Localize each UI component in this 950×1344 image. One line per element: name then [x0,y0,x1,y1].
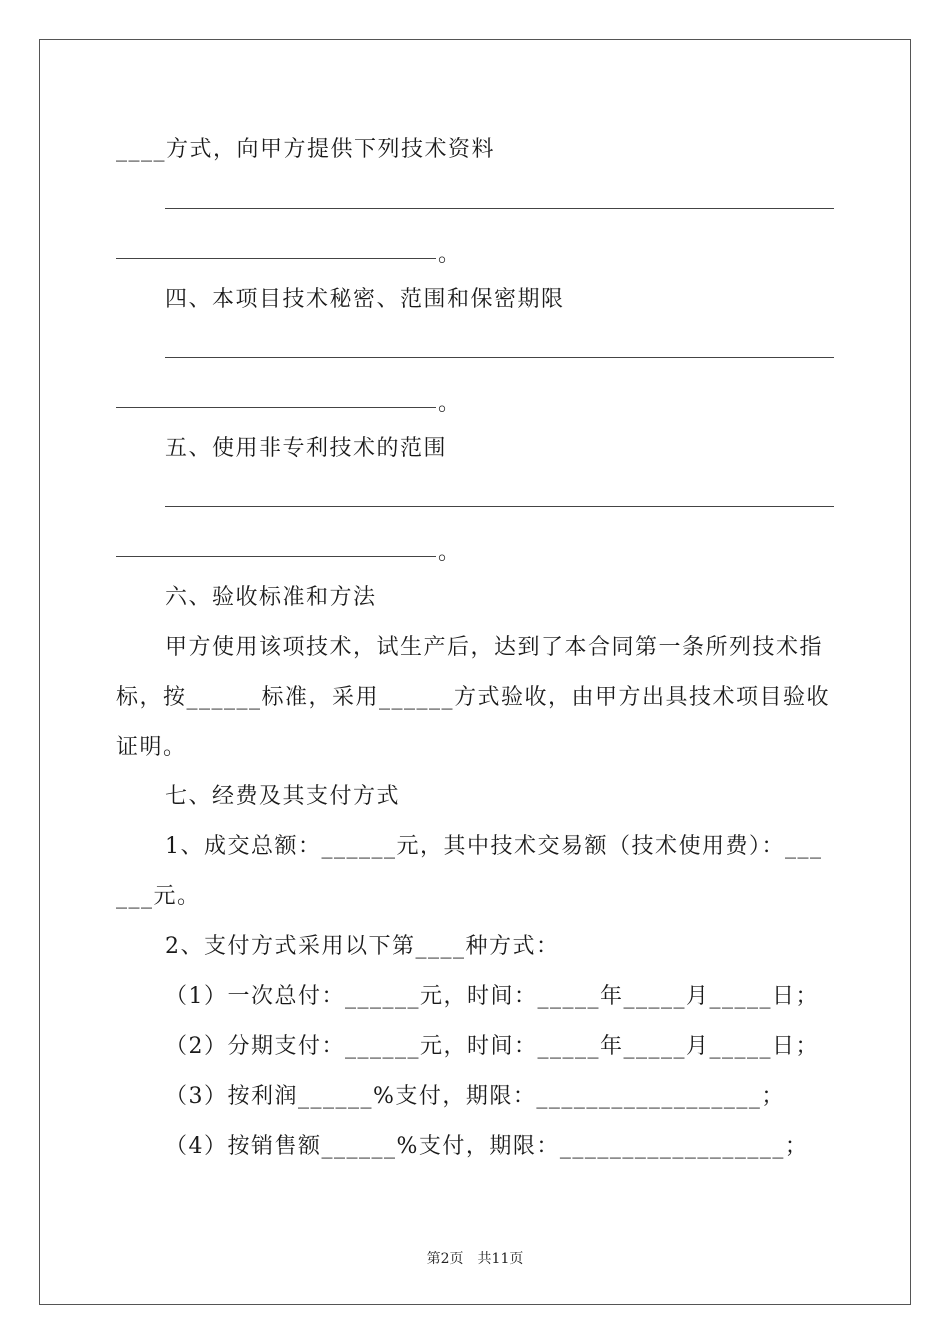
page-border [39,39,911,1305]
text-line: ____方式，向甲方提供下列技术资料 [116,137,496,162]
section-heading-5: 五、使用非专利技术的范围 [165,436,448,461]
payment-option: （1）一次总付：______元，时间：_____年_____月_____日； [165,984,819,1009]
blank-rule [116,556,436,557]
text-line: 甲方使用该项技术，试生产后，达到了本合同第一条所列技术指 [165,635,824,660]
period: 。 [438,242,462,267]
blank-rule [165,506,834,507]
payment-option: （2）分期支付：______元，时间：_____年_____月_____日； [165,1034,819,1059]
period: 。 [438,540,462,565]
section-heading-7: 七、经费及其支付方式 [165,784,401,809]
blank-rule [165,208,834,209]
section-heading-6: 六、验收标准和方法 [165,585,377,610]
text-line: 2、支付方式采用以下第____种方式： [165,934,560,959]
text-line: 标，按______标准，采用______方式验收，由甲方出具技术项目验收 [116,685,831,710]
text-line: 1、成交总额：______元，其中技术交易额（技术使用费）：___ [165,834,823,859]
blank-rule [116,258,436,259]
text-line: ___元。 [116,884,201,909]
blank-rule [116,407,436,408]
payment-option: （3）按利润______%支付，期限：__________________； [165,1084,785,1109]
period: 。 [438,391,462,416]
section-heading-4: 四、本项目技术秘密、范围和保密期限 [165,287,565,312]
payment-option: （4）按销售额______%支付，期限：__________________； [165,1134,809,1159]
blank-rule [165,357,834,358]
page-number-footer: 第2页 共11页 [426,1251,524,1267]
text-line: 证明。 [116,735,187,760]
